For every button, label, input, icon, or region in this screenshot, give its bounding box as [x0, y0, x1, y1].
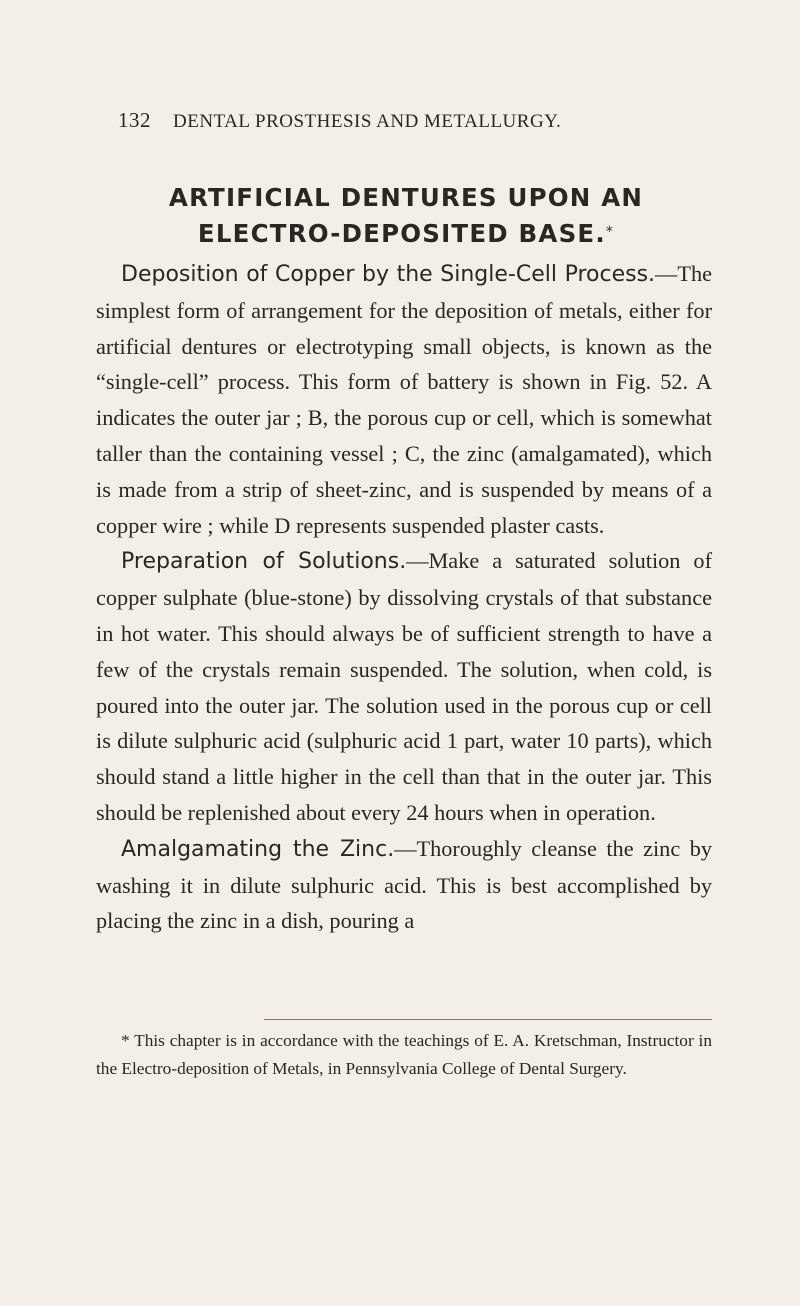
paragraph-text: —Make a saturated solution of copper sulphate (blue-stone) by dissolving crystals of that substance in hot water. This should always be of sufficient strength to have a few of the crystals remain suspended. The solution, when cold, is poured into the outer jar. The solution used in the porous cup or cell is dilute sulphuric acid (sulphuric acid 1 part, water 10 parts), which should stand a little higher in the cell than that in the outer jar. This should be replenished about every 24 hours when in operation. [96, 548, 712, 825]
paragraph-single-cell-process [96, 256, 712, 543]
body-text [96, 256, 712, 939]
paragraph-text: —Thoroughly cleanse the zinc by washing it in dilute sulphuric acid. This is best accomplished by placing the zinc in a dish, pouring a [96, 835, 713, 934]
footnote [96, 1027, 712, 1083]
paragraph-preparation-of-solutions [96, 543, 712, 830]
chapter-title-line-2 [96, 216, 716, 252]
section-heading: Preparation of Solutions. [121, 549, 407, 575]
footnote-marker: * [605, 224, 615, 240]
running-head-title: DENTAL PROSTHESIS AND METALLURGY. [173, 111, 562, 132]
page-number: 132 [118, 108, 151, 132]
chapter-title-line-1: ARTIFICIAL DENTURES UPON AN [168, 183, 644, 212]
section-heading: Deposition of Copper by the Single-Cell Process. [121, 262, 656, 287]
paragraph-text: —The simplest form of arrangement for the deposition of metals, either for artificial dentures or electrotyping small objects, is known as the “single-cell” process. This form of battery is shown in Fig. 52. A indicates the outer jar ; B, the porous cup or cell, which is somewhat taller than the containing vessel ; C, the zinc (amalgamated), which is made from a strip of sheet-zinc, and is suspended by means of a copper wire ; while D represents suspended plaster casts. [96, 261, 712, 538]
running-head [118, 108, 561, 133]
paragraph-amalgamating-zinc [96, 831, 712, 939]
footnote-rule [264, 1019, 712, 1020]
footnote-text: * This chapter is in accordance with the teachings of E. A. Kretschman, Instructor in the Electro-deposition of Metals, in Pennsylvania College of Dental Surgery. [96, 1031, 712, 1078]
chapter-title [96, 180, 716, 252]
section-heading: Amalgamating the Zinc. [121, 836, 395, 862]
chapter-title-line-2-text: ELECTRO-DEPOSITED BASE. [197, 219, 606, 248]
